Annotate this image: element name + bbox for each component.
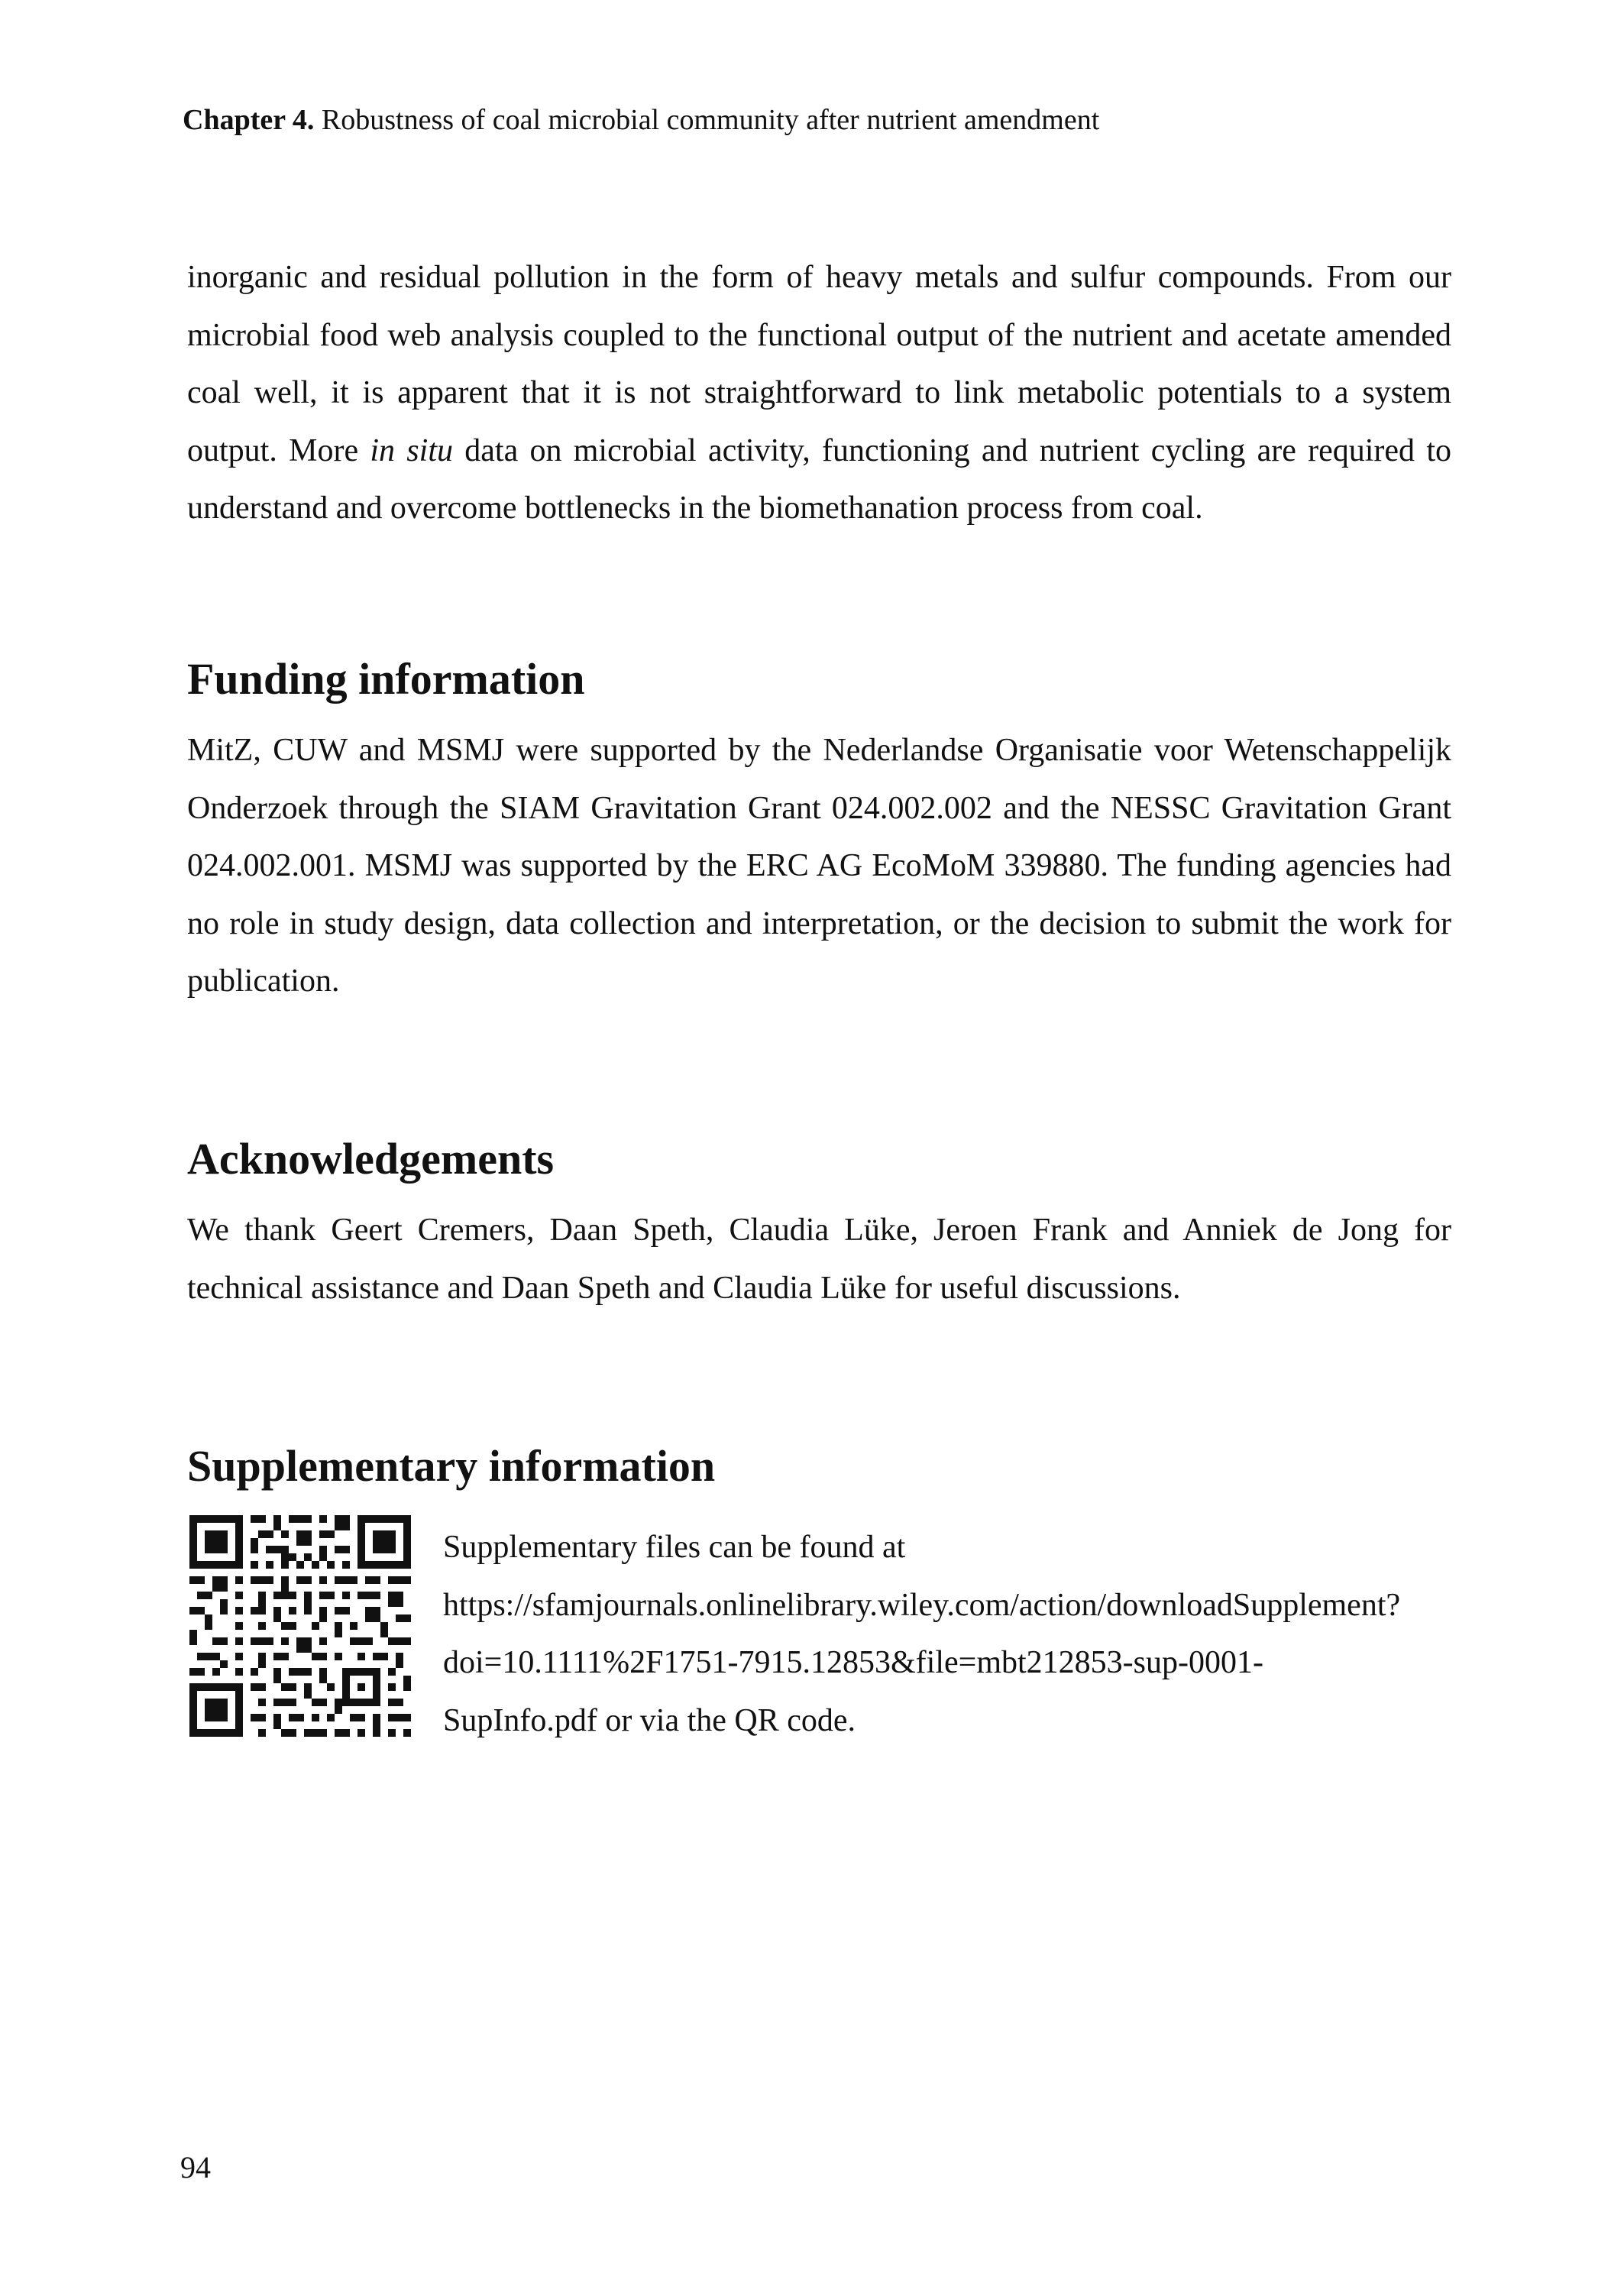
qr-finder-top-right bbox=[357, 1515, 411, 1569]
chapter-label: Chapter 4. bbox=[183, 104, 315, 136]
intro-italic-term: in situ bbox=[370, 432, 453, 468]
chapter-title: Robustness of coal microbial community after nutrient amendment bbox=[321, 104, 1100, 136]
intro-text-start: inorganic and residual pollution in the form of heavy metals and sulfur compounds. From our microbial food web analysis coupled to the functional output of the nutrient and acetate amended coal well, it is apparent that it is not straightforward to link metabolic potentials to a system output. More bbox=[187, 260, 1451, 468]
qr-finder-top-left bbox=[189, 1515, 243, 1569]
page-number: 94 bbox=[180, 2150, 211, 2185]
intro-text-end: data on microbial activity, functioning and nutrient cycling are required to understand and overcome bottlenecks in the biomethanation process from coal. bbox=[187, 432, 1451, 526]
supplementary-line: SupInfo.pdf or via the QR code. bbox=[443, 1702, 856, 1738]
intro-paragraph bbox=[187, 249, 1451, 538]
supplementary-link[interactable]: doi=10.1111%2F1751-7915.12853&file=mbt212853-sup-0001- bbox=[443, 1645, 1263, 1680]
supplementary-link[interactable]: https://sfamjournals.onlinelibrary.wiley.com/action/downloadSupplement? bbox=[443, 1587, 1401, 1623]
funding-heading: Funding information bbox=[187, 654, 585, 704]
running-header bbox=[183, 101, 1099, 139]
funding-paragraph: MitZ, CUW and MSMJ were supported by the Nederlandse Organisatie voor Wetenschappelijk Onderzoek through the SIAM Gravitation Grant 024.002.002 and the NESSC Gravitation Grant 024.002.001. MSMJ was supported by the ERC AG EcoMoM 339880. The funding agencies had no role in study design, data collection and interpretation, or the decision to submit the work for publication. bbox=[187, 733, 1451, 999]
qr-code-icon[interactable] bbox=[189, 1515, 411, 1737]
qr-finder-bottom-left bbox=[189, 1683, 243, 1737]
supplementary-heading: Supplementary information bbox=[187, 1441, 716, 1491]
supplementary-line: Supplementary files can be found at bbox=[443, 1530, 906, 1565]
supplementary-text bbox=[443, 1519, 1459, 1750]
acknowledgements-heading: Acknowledgements bbox=[187, 1134, 555, 1184]
acknowledgements-paragraph: We thank Geert Cremers, Daan Speth, Claudia Lüke, Jeroen Frank and Anniek de Jong for technical assistance and Daan Speth and Claudia Lüke for useful discussions. bbox=[187, 1213, 1451, 1306]
